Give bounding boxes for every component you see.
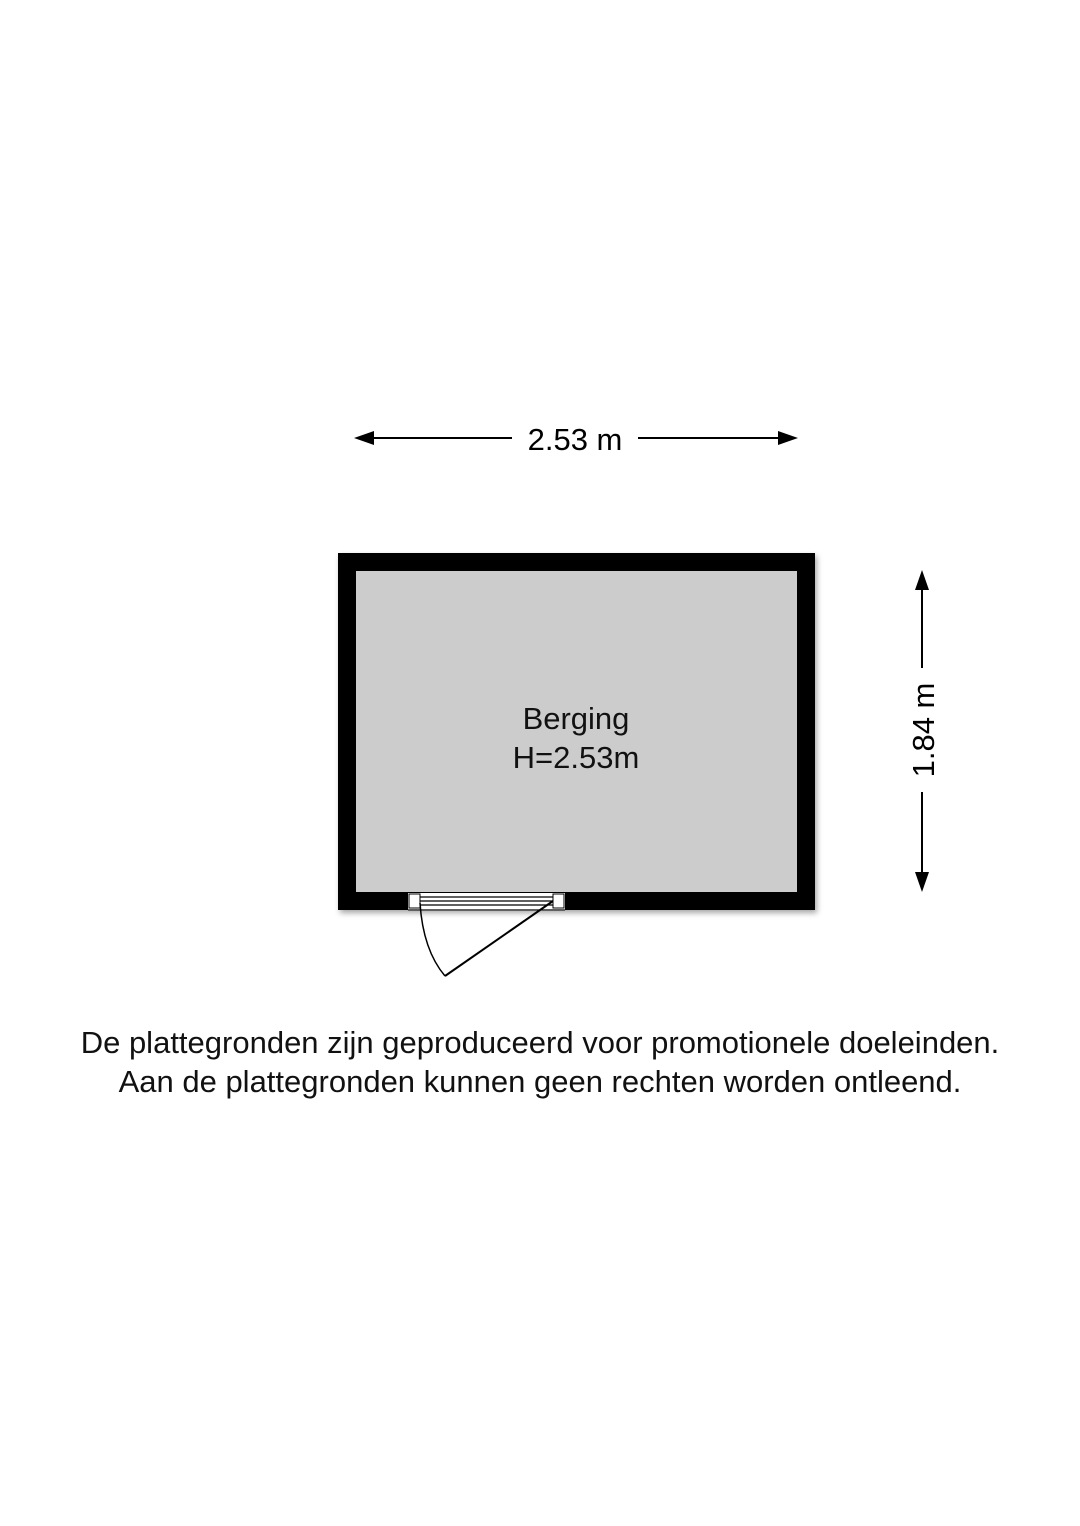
depth-dimension bbox=[906, 570, 941, 892]
width-dimension bbox=[354, 422, 798, 457]
disclaimer-line-1: De plattegronden zijn geproduceerd voor promotionele doeleinden. bbox=[80, 1025, 1000, 1060]
width-label: 2.53 m bbox=[527, 422, 623, 457]
arrow-right-icon bbox=[778, 431, 798, 445]
arrow-left-icon bbox=[354, 431, 374, 445]
depth-label: 1.84 m bbox=[906, 682, 941, 778]
arrow-down-icon bbox=[915, 872, 929, 892]
room-height: H=2.53m bbox=[512, 740, 640, 775]
room-name: Berging bbox=[522, 701, 630, 736]
arrow-up-icon bbox=[915, 570, 929, 590]
disclaimer-line-2: Aan de plattegronden kunnen geen rechten worden ontleend. bbox=[118, 1064, 962, 1099]
door-swing-arc bbox=[420, 903, 445, 976]
room-berging bbox=[338, 553, 815, 910]
door bbox=[408, 893, 565, 976]
